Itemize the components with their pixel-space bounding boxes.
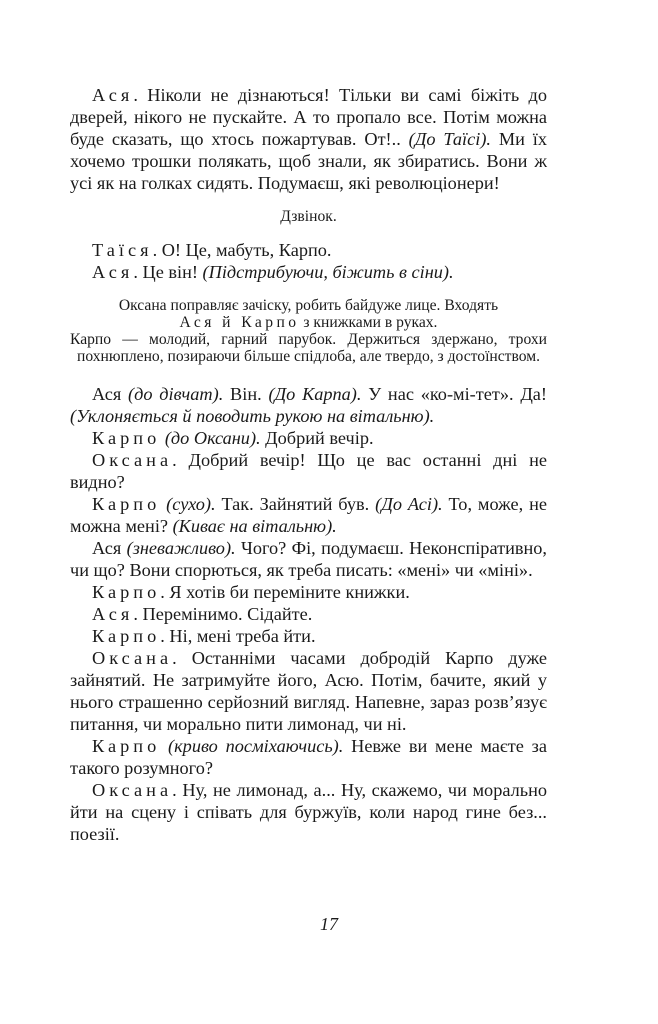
text: Чого? Фі, подумаєш. Неконспіративно, чи що? Вони спорються, як треба писать: «мені» чи «міні». [70,538,547,580]
stage-remark: (до Оксани). [164,428,261,448]
page-number: 17 [320,914,338,934]
text: Карпо — молодий, гарний парубок. Держиться здержано, трохи похнюплено, позираючи більше спідлоба, але твердо, з достоїнством. [70,331,547,365]
speaker-name: Таїся [92,240,153,260]
text: . Це він! [133,262,203,282]
dialogue-paragraph [70,493,547,537]
stage-remark: (зневажливо). [126,538,236,558]
speaker-name: Оксана [92,648,173,668]
speaker-name: Ася [92,85,134,105]
text: Оксана поправляє зачіску, робить байдуже лице. Входять [118,297,499,314]
speaker-name: Ася [92,262,134,282]
text: У нас «ко-мі-тет». Да! [361,384,548,404]
dialogue-paragraph [70,625,547,647]
speaker-name: Оксана [92,780,173,800]
speaker-name: Карпо [92,626,161,646]
dialogue-paragraph [70,647,547,735]
speaker-name: Ася [92,604,134,624]
dialogue-paragraph [70,779,547,845]
stage-remark: (Підстрибуючи, біжить в сіни). [202,262,454,282]
text: . Добрий вечір! Що це вас останні дні не видно? [70,450,547,492]
dialogue-paragraph [70,603,547,625]
text: Ми їх хочемо трошки полякать, щоб знали, як збиратись. Вони ж усі як на голках сидять. Подумаєш, які революціонери! [70,129,547,193]
dialogue-paragraph [70,261,547,283]
dialogue-paragraph [70,84,547,194]
stage-remark: (Уклоняється й поводить рукою на вітальню). [70,406,435,426]
dialogue-paragraph [70,449,547,493]
dialogue-paragraph [70,383,547,427]
speaker-name: Карпо [92,428,161,448]
text: з книжками в руках. [299,314,438,331]
stage-remark: (До Таїсі). [408,129,491,149]
stage-remark: (криво посміхаючись). [168,736,344,756]
stage-direction [70,297,547,314]
dialogue-paragraph [70,239,547,261]
dialogue-paragraph [70,427,547,449]
text: Ася [92,384,129,404]
text: Так. Зайнятий був. [215,494,376,514]
speaker-name: Оксана [92,450,173,470]
text: Ася [92,538,127,558]
speaker-name: Ася й Карпо [179,314,300,331]
stage-direction [70,331,547,365]
page-body [70,84,547,845]
stage-remark: (сухо). [166,494,216,514]
text: Невже ви мене маєте за такого розумного? [70,736,547,778]
text: То, може, не можна мені? [70,494,547,536]
dialogue-paragraph [70,537,547,581]
speaker-name: Карпо [92,582,161,602]
stage-remark: (До Карпа). [268,384,362,404]
text: . Ну, не лимонад, а... Ну, скажемо, чи морально йти на сцену і співать для буржуїв, коли народ гине без... поезії. [70,780,547,844]
speaker-name: Карпо [92,736,161,756]
stage-note [70,208,547,225]
text: . Перемінимо. Сідайте. [133,604,313,624]
text: Добрий вечір. [260,428,374,448]
text: Дзвінок. [280,208,337,225]
stage-remark: (До Асі). [375,494,443,514]
speaker-name: Карпо [92,494,161,514]
text: . Ні, мені треба йти. [160,626,316,646]
stage-remark: (до дівчат). [128,384,224,404]
text: . Останніми часами добродій Карпо дуже зайнятий. Не затримуйте його, Асю. Потім, бачите, який у нього страшенно серйозний вигляд. Напевне, зараз розв’язує питання, чи морально пити лимонад, чи ні. [70,648,547,734]
dialogue-paragraph [70,581,547,603]
stage-remark: (Киває на вітальню). [172,516,337,536]
text: Він. [223,384,269,404]
dialogue-paragraph [70,735,547,779]
text: . Я хотів би переміните книжки. [160,582,410,602]
text [160,736,168,756]
stage-direction [70,314,547,331]
text: . Ніколи не дізнаються! Тільки ви самі біжіть до дверей, нікого не пускайте. А то пропало все. Потім можна буде сказать, що хтось пожартував. От!.. [70,85,547,149]
text: . О! Це, мабуть, Карпо. [152,240,332,260]
